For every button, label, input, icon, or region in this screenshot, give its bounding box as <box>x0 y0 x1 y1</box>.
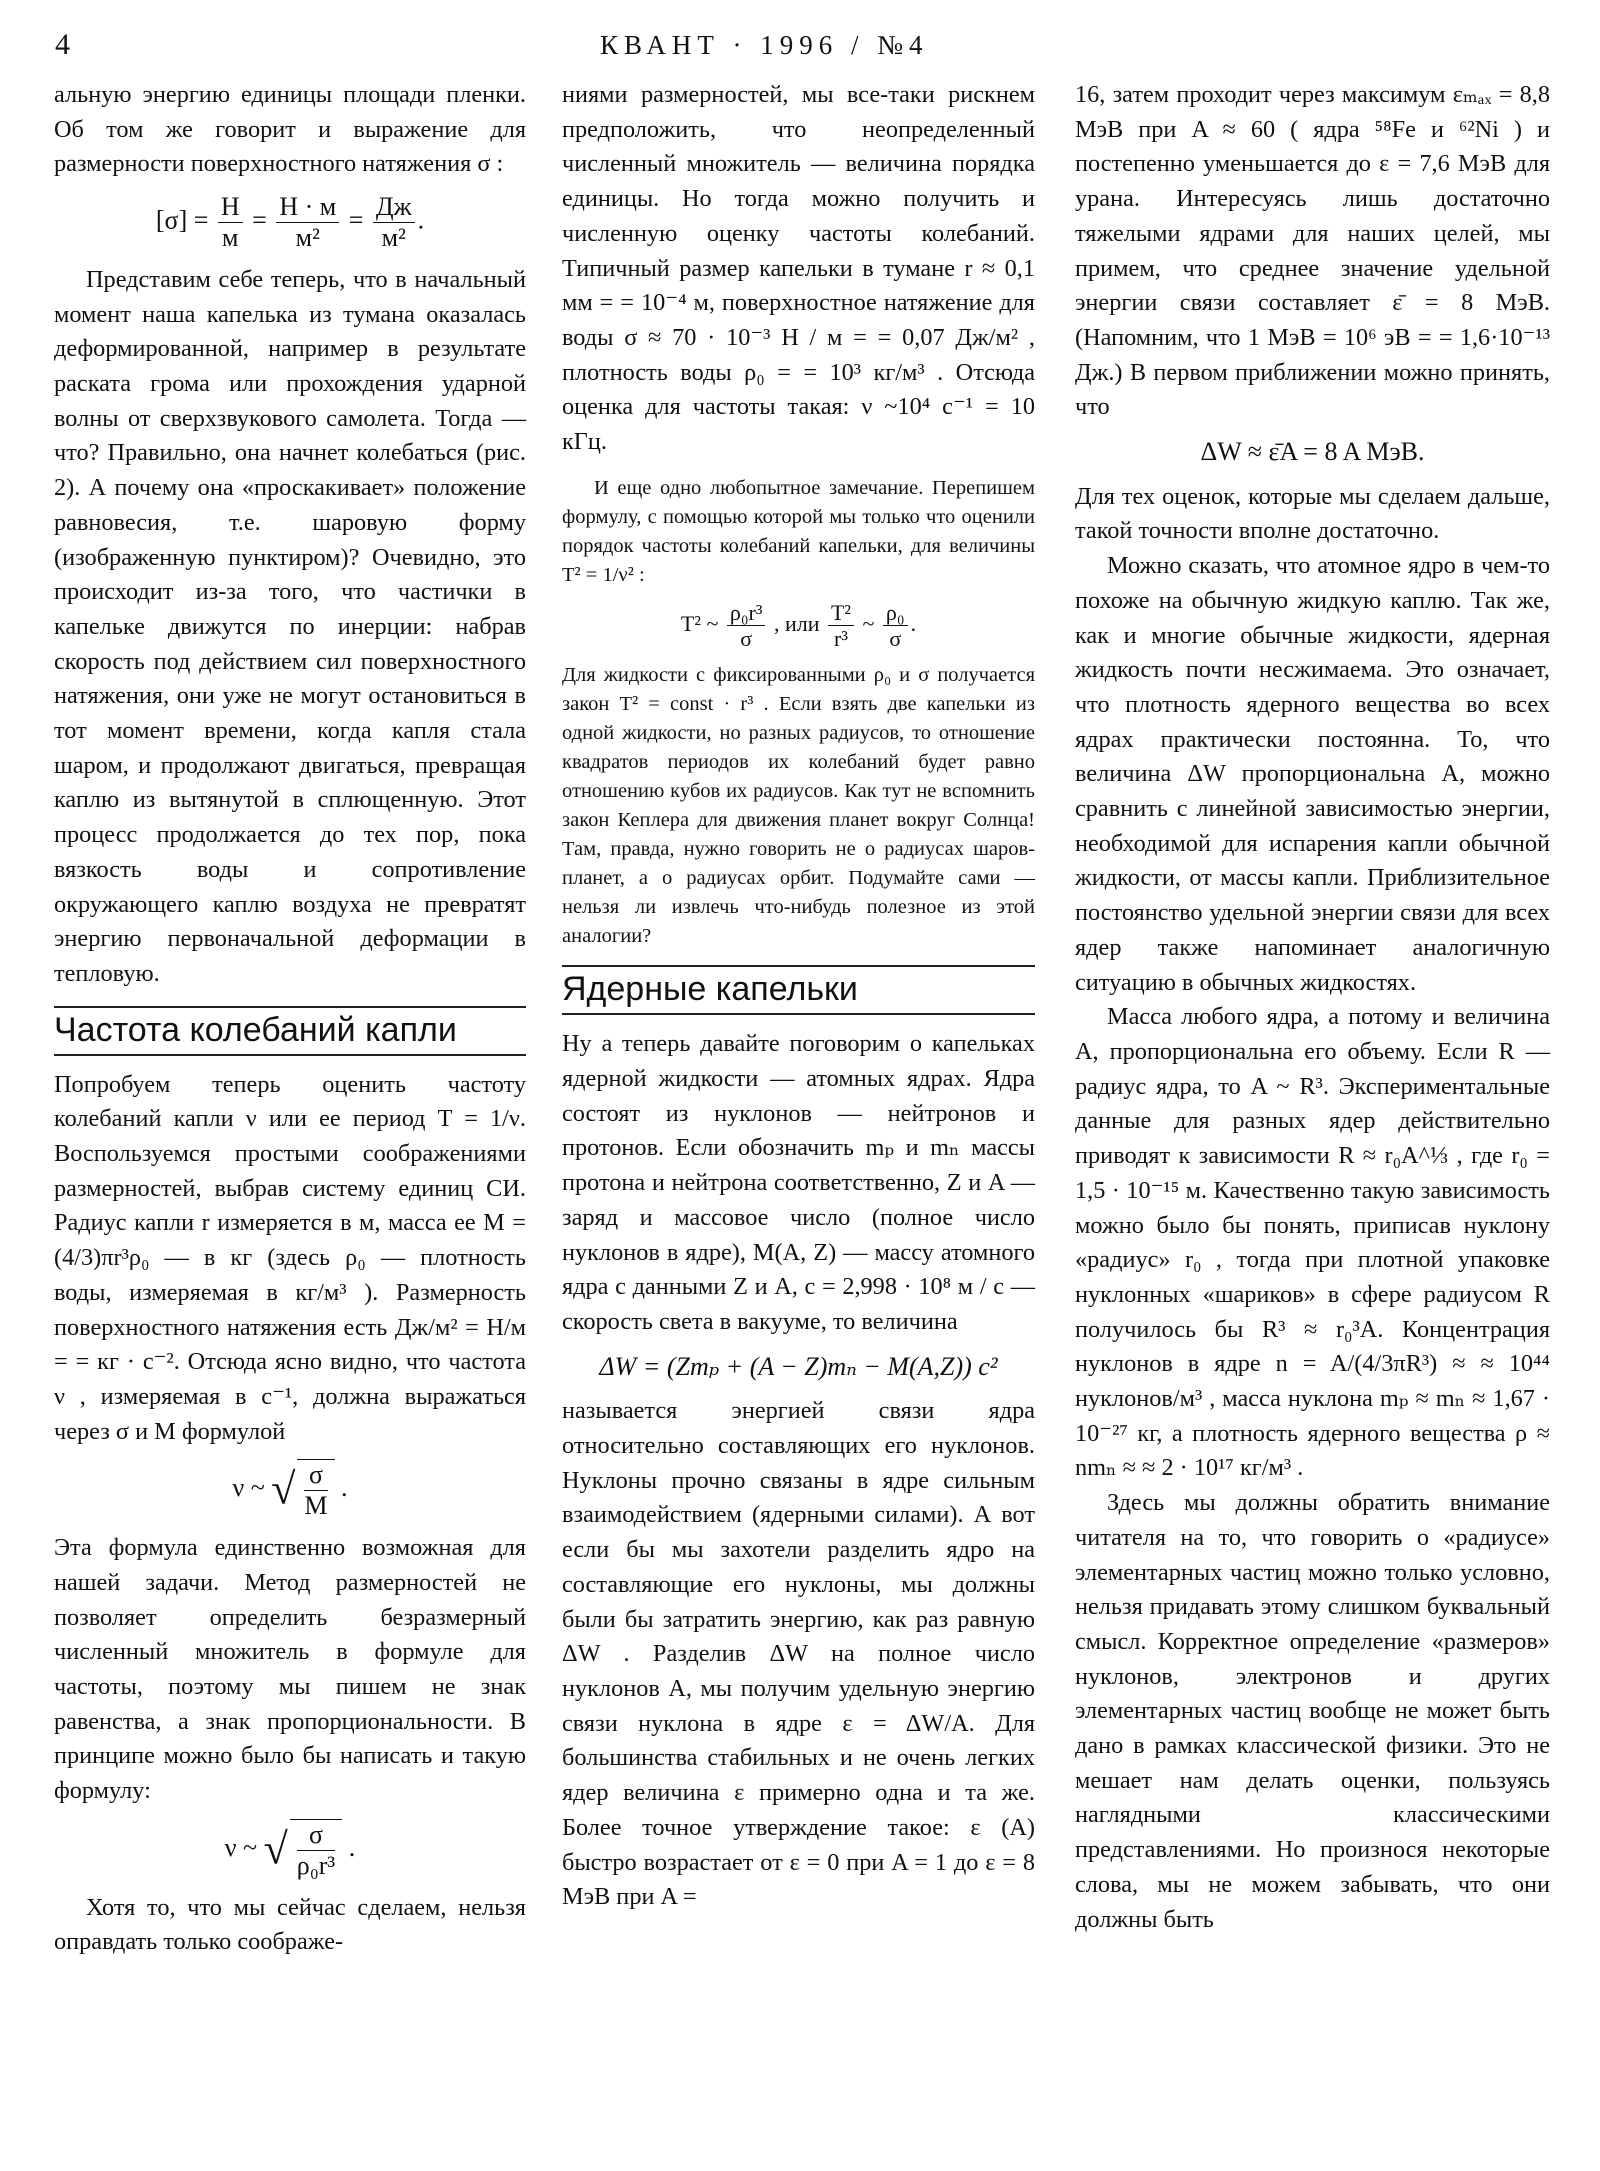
running-header: КВАНТ · 1996 / №4 <box>600 30 929 60</box>
column-middle <box>562 78 1035 1915</box>
formula-lhs: [σ] = <box>155 205 209 235</box>
paragraph: Можно сказать, что атомное ядро в чем-то похоже на обычную жидкую каплю. Так же, как и многие обычные жидкости, ядерная жидкость почти несжимаема. Это означает, что плотность ядерного вещества во всех ядрах практически постоянна. То, что величина ΔW пропорциональна A, можно сравнить с линейной зависимостью энергии, необходимой для испарения капли обычной жидкости, от массы капли. Приблизительное постоянство удельной энергии связи для всех ядер также напоминает аналогичную ситуацию в обычных жидкостях. <box>1075 552 1550 996</box>
paragraph: называется энергией связи ядра относительно составляющих его нуклонов. Нуклоны прочно связаны в ядре сильным взаимодействием (ядерными силами). А вот если бы мы захотели разделить ядро на составляющие его нуклоны, мы должны были бы затратить энергию, как раз равную ΔW . Разделив ΔW на полное число нуклонов A, мы получим удельную энергию связи нуклона в ядре ε = ΔW/A. Для большинства стабильных и не очень легких ядер величина ε примерно одна и та же. Более точное утверждение такое: ε (A) быстро возрастает от ε = 0 при A = 1 до ε = 8 МэВ при A = <box>562 1397 1035 1911</box>
fraction: $\frac{Н \cdot м}{\text{м²}}$ <box>276 192 339 253</box>
sqrt-icon: √ <box>263 1824 288 1874</box>
paragraph: Представим себе теперь, что в начальный момент наша капелька из тумана оказалась деформированной, например в результате раската грома или прохождения ударной волны от сверхзвукового самолета. Тогда — что? Правильно, она начнет колебаться (рис. 2). А почему она «проскакивает» положение равновесия, т.е. шаровую форму (изображенную пунктиром)? Очевидно, это происходит из-за того, что частички в капельке движутся по инерции: набрав скорость под действием сил поверхностного натяжения, они уже не могут остановиться в тот момент времени, когда капля стала шаром, и продолжают двигаться, превращая каплю из вытянутой в сплющенную. Этот процесс продолжается до тех пор, пока вязкость воды и сопротивление окружающего каплю воздуха не превратят энергию первоначальной деформации в тепловую. <box>54 265 526 987</box>
column-left <box>54 78 526 1960</box>
formula-sigma-units: [σ] = $\frac{Н}{м}$ = $\frac{Н \cdot м}{\text{м²}}$ = $\frac{Дж}{\text{м²}}$ . <box>155 192 425 252</box>
paragraph: Масса любого ядра, а потому и величина A, пропорциональна его объему. Если R — радиус ядра, то A ~ R³. Экспериментальные данные для разных ядер действительно приводят к зависимости R ≈ r₀A^⅓ , где r₀ = 1,5 · 10⁻¹⁵ м. Качественно такую зависимость можно было бы понять, приписав нуклону «радиус» r₀ , тогда при плотной упаковке нуклонных «шариков» в сфере радиусом R получилось бы R³ ≈ r₀³A. Концентрация нуклонов в ядре n = A/(4/3πR³) ≈ ≈ 10⁴⁴ нуклонов/м³ , масса нуклона mₚ ≈ mₙ ≈ 1,67 · 10⁻²⁷ кг, а плотность ядерного вещества ρ ≈ nmₙ ≈ ≈ 2 · 10¹⁷ кг/м³ . <box>1075 1003 1550 1482</box>
column-right <box>1075 78 1550 1937</box>
side-note <box>562 474 1035 952</box>
paragraph: 16, затем проходит через максимум εₘₐₓ = 8,8 МэВ при A ≈ 60 ( ядра ⁵⁸Fe и ⁶²Ni ) и постепенно уменьшается до ε = 7,6 МэВ для урана. Интересуясь лишь достаточно тяжелыми ядрами для наших целей, мы примем, что среднее значение удельной энергии связи составляет ε̄ = 8 МэВ. (Напомним, что 1 МэВ = 10⁶ эВ = = 1,6·10⁻¹³ Дж.) В первом приближении можно принять, что <box>1075 81 1550 421</box>
fraction: $\frac{Дж}{\text{м²}}$ <box>373 192 415 253</box>
paragraph: Попробуем теперь оценить частоту колебаний капли ν или ее период T = 1/ν. Воспользуемся простыми соображениями размерностей, выбрав систему единиц СИ. Радиус капли r измеряется в м, масса ее M = (4/3)πr³ρ₀ — в кг (здесь ρ₀ — плотность воды, измеряемая в кг/м³ ). Размерность поверхностного натяжения есть Дж/м² = Н/м = = кг · с⁻². Отсюда ясно видно, что частота ν , измеряемая в с⁻¹, должна выражаться через σ и M формулой <box>54 1070 526 1445</box>
formula-approx-energy: ΔW ≈ ε̄A = 8 A МэВ. <box>1200 437 1425 467</box>
page-number: 4 <box>55 28 70 61</box>
paragraph: Хотя то, что мы сейчас сделаем, нельзя оправдать только соображе- <box>54 1893 526 1956</box>
paragraph: Для тех оценок, которые мы сделаем дальше, такой точности вполне достаточно. <box>1075 482 1550 545</box>
fraction: $\frac{Н}{м}$ <box>218 192 243 253</box>
paragraph: Ну а теперь давайте поговорим о капельках ядерной жидкости — атомных ядрах. Ядра состоят из нуклонов — нейтронов и протонов. Если обозначить mₚ и mₙ массы протона и нейтрона соответственно, Z и A — заряд и массовое число (полное число нуклонов в ядре), M(A, Z) — массу атомного ядра с данными Z и A, c = 2,998 · 10⁸ м / с — скорость света в вакууме, то величина <box>562 1030 1035 1335</box>
formula-frequency-density: ν ~ √ $\frac{\sigma}{\text{ρ₀r³}}$ . <box>224 1819 356 1880</box>
sqrt-icon: √ <box>271 1464 296 1514</box>
section-heading: Частота колебаний капли <box>54 1006 526 1056</box>
formula-lhs: ν ~ <box>224 1832 258 1862</box>
section-heading: Ядерные капельки <box>562 965 1035 1015</box>
note-paragraph: Для жидкости с фиксированными ρ₀ и σ получается закон T² = const · r³ . Если взять две капельки из одной жидкости, но разных радиусов, то отношение квадратов периодов их колебаний будет равно отношению кубов их радиусов. Как тут не вспомнить закон Кеплера для движения планет вокруг Солнца! Там, правда, нужно говорить не о радиусах шаров-планет, а о радиусах орбит. Подумайте сами — нельзя ли извлечь что-нибудь полезное из этой аналогии? <box>562 664 1035 948</box>
paragraph: Здесь мы должны обратить внимание читателя на то, что говорить о «радиусе» элементарных частиц можно только условно, нельзя придавать этому слишком буквальный смысл. Корректное определение «размеров» нуклонов, электронов и других элементарных частиц вообще не может быть дано в рамках классической физики. Это не мешает нам делать оценки, пользуясь наглядными классическими представлениями. Но произнося некоторые слова, мы не можем забывать, что они должны быть <box>1075 1489 1550 1933</box>
formula-lhs: ν ~ <box>232 1473 265 1503</box>
paragraph: ниями размерностей, мы все-таки рискнем предположить, что неопределенный численный множитель — величина порядка единицы. Но тогда можно получить и численную оценку частоты колебаний. Типичный размер капельки в тумане r ≈ 0,1 мм = = 10⁻⁴ м, поверхностное натяжение для воды σ ≈ 70 · 10⁻³ Н / м = = 0,07 Дж/м² , плотность воды ρ₀ = = 10³ кг/м³ . Отсюда оценка для частоты такая: ν ~10⁴ с⁻¹ = 10 кГц. <box>562 81 1035 456</box>
paragraph: альную энергию единицы площади пленки. Об том же говорит и выражение для размерности поверхностного натяжения σ : <box>54 81 526 178</box>
formula-binding-energy: ΔW = (Zmₚ + (A − Z)mₙ − M(A,Z)) c² <box>599 1351 998 1381</box>
note-paragraph: И еще одно любопытное замечание. Перепишем формулу, с помощью которой мы только что оценили порядок частоты колебаний капельки, для величины T² = 1/ν² : <box>562 476 1035 586</box>
formula-frequency-mass: ν ~ √ $\frac{\sigma}{M}$ . <box>232 1460 348 1521</box>
formula-period: T² ~ $\frac{\text{ρ₀r³}}{\sigma}$ , или $\frac{\text{T²}}{\text{r³}}$ ~ $\frac{\text{ρ₀}}{\sigma}$ . <box>680 599 917 652</box>
paragraph: Эта формула единственно возможная для нашей задачи. Метод размерностей не позволяет определить безразмерный численный множитель в формуле для частоты, поэтому мы пишем не знак равенства, а знак пропорциональности. В принципе можно было бы написать и такую формулу: <box>54 1534 526 1805</box>
